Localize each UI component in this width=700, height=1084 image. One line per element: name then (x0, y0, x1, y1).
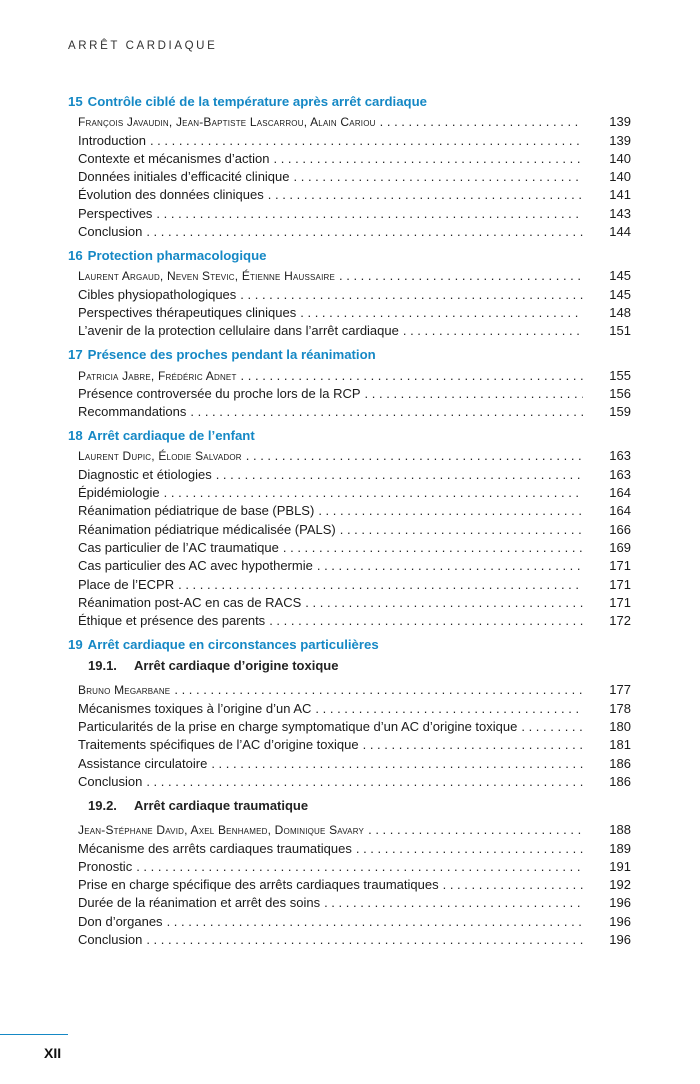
subsection-19.1. (68, 657, 631, 789)
toc-author-entry[interactable] (68, 679, 631, 697)
toc-entry-text: Prise en charge spécifique des arrêts cardiaques traumatiques (78, 877, 439, 893)
chapter-title[interactable] (68, 427, 631, 445)
toc-entry-page: 166 (609, 521, 631, 537)
toc-entry-text: Laurent Dupic, Élodie Salvador (78, 449, 242, 464)
subsection-number: 19.2. (88, 797, 117, 813)
toc-entry[interactable] (68, 929, 631, 947)
toc-entry-page: 156 (609, 385, 631, 401)
toc-entry-text: Recommandations (78, 404, 187, 420)
toc-entry[interactable] (68, 482, 631, 500)
dot-leader (163, 914, 583, 929)
toc-entry-page: 163 (609, 448, 631, 464)
toc-entry-text: Introduction (78, 132, 146, 148)
toc-entry-page: 164 (609, 503, 631, 519)
dot-leader (146, 133, 583, 148)
toc-entry-page: 140 (609, 150, 631, 166)
chapter-title[interactable] (68, 247, 631, 265)
dot-leader (296, 305, 583, 320)
toc-entry-page: 151 (609, 323, 631, 339)
toc-entry-text: Réanimation pédiatrique de base (PBLS) (78, 503, 315, 519)
subsection-title[interactable] (88, 797, 631, 815)
chapter-number: 18 (68, 428, 83, 444)
toc-entry[interactable] (68, 537, 631, 555)
chapter-number: 16 (68, 248, 83, 264)
chapter-number: 15 (68, 94, 83, 109)
chapter-title-text: Arrêt cardiaque de l’enfant (87, 428, 255, 444)
dot-leader (186, 404, 583, 419)
dot-leader (142, 932, 583, 947)
toc-entry-text: Laurent Argaud, Neven Stevic, Étienne Haussaire (78, 269, 336, 284)
dot-leader (335, 268, 583, 283)
dot-leader (142, 774, 583, 789)
dot-leader (142, 224, 583, 239)
dot-leader (313, 558, 583, 573)
dot-leader (301, 595, 583, 610)
dot-leader (237, 368, 583, 383)
page-folio: XII (44, 1045, 62, 1061)
toc-entry[interactable] (68, 874, 631, 892)
dot-leader (361, 386, 583, 401)
toc-entry-page: 178 (609, 700, 631, 716)
toc-entry[interactable] (68, 202, 631, 220)
chapter-title[interactable] (68, 636, 631, 654)
toc-entry-page: 181 (609, 737, 631, 753)
dot-leader (352, 841, 583, 856)
toc-author-entry[interactable] (68, 819, 631, 837)
toc-entry-text: Mécanismes toxiques à l’origine d’un AC (78, 700, 312, 716)
dot-leader (314, 503, 583, 518)
toc-entry[interactable] (68, 892, 631, 910)
toc-entry-page: 148 (609, 304, 631, 320)
toc-entry-text: Réanimation pédiatrique médicalisée (PALS) (78, 521, 336, 537)
toc-entry-page: 159 (609, 404, 631, 420)
toc-entry-page: 191 (609, 858, 631, 874)
chapter-16 (68, 247, 631, 338)
toc-entry-text: Perspectives thérapeutiques cliniques (78, 304, 297, 320)
dot-leader (364, 822, 583, 837)
toc-entry-page: 172 (609, 613, 631, 629)
toc-entry[interactable] (68, 573, 631, 591)
toc-entry-page: 140 (609, 169, 631, 185)
toc-entry[interactable] (68, 697, 631, 715)
chapter-title[interactable] (68, 93, 631, 111)
subsection-title-text: Arrêt cardiaque traumatique (134, 797, 309, 813)
chapter-number: 19 (68, 637, 83, 653)
toc-entry-text: Pronostic (78, 858, 133, 874)
toc-entry-page: 145 (609, 268, 631, 284)
toc-entry-page: 171 (609, 576, 631, 592)
dot-leader (279, 540, 583, 555)
toc-entry-page: 192 (609, 877, 631, 893)
toc-entry-text: Données initiales d’efficacité clinique (78, 169, 290, 185)
toc-entry[interactable] (68, 771, 631, 789)
toc-entry[interactable] (68, 148, 631, 166)
dot-leader (290, 169, 584, 184)
toc-entry-page: 186 (609, 773, 631, 789)
toc-entry-text: Conclusion (78, 224, 143, 240)
toc-entry-text: Durée de la réanimation et arrêt des soins (78, 895, 321, 911)
toc-author-entry[interactable] (68, 265, 631, 283)
subsection-number: 19.1. (88, 658, 117, 674)
chapter-title[interactable] (68, 346, 631, 364)
toc-entry[interactable] (68, 302, 631, 320)
dot-leader (174, 577, 583, 592)
toc-entry-text: Traitements spécifiques de l’AC d’origine toxique (78, 737, 359, 753)
table-of-contents (68, 93, 631, 955)
toc-entry-page: 188 (609, 822, 631, 838)
toc-author-entry[interactable] (68, 364, 631, 382)
chapter-18 (68, 427, 631, 628)
toc-entry-page: 196 (609, 931, 631, 947)
toc-entry-page: 155 (609, 367, 631, 383)
running-head: ARRÊT CARDIAQUE (68, 40, 218, 52)
toc-entry-page: 139 (609, 114, 631, 130)
toc-entry[interactable] (68, 837, 631, 855)
chapter-17 (68, 346, 631, 419)
toc-entry[interactable] (68, 518, 631, 536)
toc-entry[interactable] (68, 592, 631, 610)
footer-rule (0, 1034, 68, 1035)
toc-entry[interactable] (68, 166, 631, 184)
toc-entry-text: Mécanisme des arrêts cardiaques traumatiques (78, 840, 352, 856)
toc-entry-page: 171 (609, 594, 631, 610)
toc-entry-text: Présence controversée du proche lors de la RCP (78, 385, 361, 401)
toc-entry-text: Patricia Jabre, Frédéric Adnet (78, 368, 237, 383)
toc-entry-text: Évolution des données cliniques (78, 187, 264, 203)
chapter-title-text: Arrêt cardiaque en circonstances particulières (87, 637, 379, 653)
toc-entry-page: 144 (609, 224, 631, 240)
toc-entry[interactable] (68, 610, 631, 628)
dot-leader (132, 859, 583, 874)
dot-leader (311, 701, 583, 716)
dot-leader (439, 877, 583, 892)
toc-entry[interactable] (68, 463, 631, 481)
toc-entry-page: 189 (609, 840, 631, 856)
dot-leader (170, 682, 583, 697)
dot-leader (359, 737, 583, 752)
dot-leader (264, 187, 583, 202)
dot-leader (269, 151, 583, 166)
chapter-15 (68, 93, 631, 239)
toc-entry-page: 139 (609, 132, 631, 148)
toc-entry-text: Réanimation post-AC en cas de RACS (78, 594, 302, 610)
toc-entry[interactable] (68, 500, 631, 518)
dot-leader (376, 114, 583, 129)
toc-entry[interactable] (68, 555, 631, 573)
toc-entry-text: Particularités de la prise en charge symptomatique d’un AC d’origine toxique (78, 719, 518, 735)
toc-entry-page: 177 (609, 682, 631, 698)
toc-entry-text: Conclusion (78, 931, 143, 947)
dot-leader (517, 719, 583, 734)
toc-entry[interactable] (68, 184, 631, 202)
dot-leader (160, 485, 583, 500)
dot-leader (265, 613, 583, 628)
dot-leader (152, 206, 583, 221)
chapter-number: 17 (68, 347, 83, 363)
toc-entry[interactable] (68, 752, 631, 770)
dot-leader (212, 467, 583, 482)
toc-entry[interactable] (68, 221, 631, 239)
subsection-title-text: Arrêt cardiaque d’origine toxique (134, 658, 339, 674)
toc-entry[interactable] (68, 716, 631, 734)
toc-entry-page: 186 (609, 755, 631, 771)
toc-entry-text: Épidémiologie (78, 485, 160, 501)
dot-leader (242, 448, 583, 463)
dot-leader (336, 522, 583, 537)
toc-entry-text: Cibles physiopathologiques (78, 286, 237, 302)
toc-entry-text: Cas particulier des AC avec hypothermie (78, 558, 313, 574)
toc-author-entry[interactable] (68, 445, 631, 463)
toc-entry-text: François Javaudin, Jean-Baptiste Lascarrou, Alain Cariou (78, 115, 376, 130)
dot-leader (320, 895, 583, 910)
toc-entry-text: Don d’organes (78, 913, 163, 929)
toc-entry-text: Perspectives (78, 205, 153, 221)
toc-entry-text: Conclusion (78, 773, 143, 789)
toc-entry-text: Place de l’ECPR (78, 576, 175, 592)
toc-entry-text: Cas particulier de l’AC traumatique (78, 539, 279, 555)
toc-entry-page: 164 (609, 485, 631, 501)
toc-author-entry[interactable] (68, 111, 631, 129)
toc-entry-text: Jean-Stéphane David, Axel Benhamed, Dominique Savary (78, 823, 365, 838)
subsection-title[interactable] (88, 657, 631, 675)
toc-entry[interactable] (68, 383, 631, 401)
toc-entry-text: Bruno Megarbane (78, 683, 171, 698)
toc-entry[interactable] (68, 283, 631, 301)
toc-entry-page: 169 (609, 539, 631, 555)
subsection-19.2. (68, 797, 631, 947)
dot-leader (207, 756, 583, 771)
chapter-title-text: Présence des proches pendant la réanimation (87, 347, 376, 363)
toc-entry-page: 196 (609, 913, 631, 929)
toc-entry-text: Contexte et mécanismes d’action (78, 150, 270, 166)
toc-entry[interactable] (68, 856, 631, 874)
chapter-title-text: Protection pharmacologique (87, 248, 267, 264)
toc-entry[interactable] (68, 129, 631, 147)
toc-entry[interactable] (68, 320, 631, 338)
dot-leader (399, 323, 583, 338)
toc-entry-page: 171 (609, 558, 631, 574)
toc-entry-page: 180 (609, 719, 631, 735)
toc-entry-text: Diagnostic et étiologies (78, 466, 212, 482)
dot-leader (236, 287, 583, 302)
toc-entry-page: 163 (609, 466, 631, 482)
toc-entry[interactable] (68, 401, 631, 419)
toc-entry-page: 141 (609, 187, 631, 203)
toc-entry[interactable] (68, 734, 631, 752)
chapter-19 (68, 636, 631, 947)
toc-entry-text: L’avenir de la protection cellulaire dans l’arrêt cardiaque (78, 323, 399, 339)
toc-entry-page: 143 (609, 205, 631, 221)
toc-entry-page: 145 (609, 286, 631, 302)
toc-entry-page: 196 (609, 895, 631, 911)
toc-entry-text: Assistance circulatoire (78, 755, 208, 771)
chapter-title-text: Contrôle ciblé de la température après arrêt cardiaque (87, 94, 428, 109)
toc-entry-text: Éthique et présence des parents (78, 613, 266, 629)
toc-entry[interactable] (68, 910, 631, 928)
